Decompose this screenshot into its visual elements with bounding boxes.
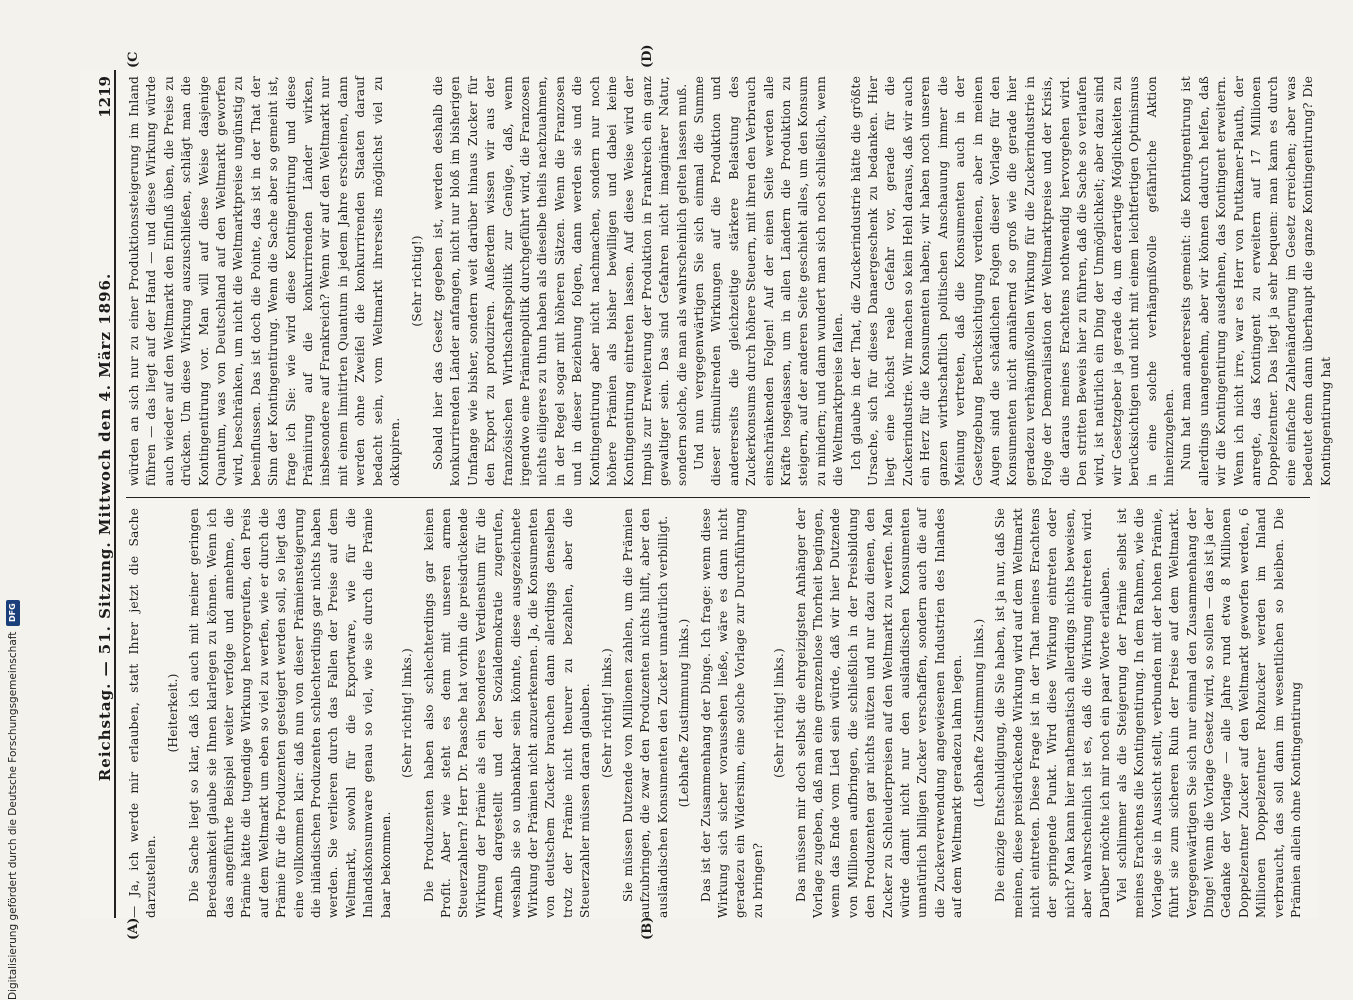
paragraph-text: Sie müssen Dutzende von Millionen zahlen, um die Prämien aufzubringen, die zwar den Produzenten nichts hilft, aber den ausländischen Konsumenten den Zucker unnatürlich verbilligt. bbox=[620, 508, 670, 918]
margin-marker-c: (C bbox=[126, 51, 141, 68]
page-title: Reichstag. — 51. Sitzung. Mittwoch den 4. März 1896. bbox=[96, 272, 114, 782]
margin-marker-b: (B) bbox=[640, 916, 655, 940]
dfg-logo: DFG bbox=[6, 600, 20, 626]
interjection-text: (Sehr richtig! links.) bbox=[772, 648, 787, 778]
paragraph-text: Und nun vergegenwärtigen Sie sich einmal die Summe dieser stimulirenden Wirkungen auf die Produktion und andererseits die gleichzeitige stärkere Belastung des Zuckerkonsums durch höhere Steuern, mit ihren den Verbrauch einschränkenden Folgen! Auf der einen Seite werden alle Kräfte losgelassen, um in allen Ländern die Produktion zu steigern, auf der anderen Seite geschieht alles, um den Konsum zu mindern; und dann wundert man sich noch schließlich, wenn die Weltmarktpreise fallen. bbox=[692, 76, 846, 486]
page-number: 1219 bbox=[96, 76, 114, 118]
margin-marker-a: (A) bbox=[126, 917, 141, 940]
interjection-text: (Sehr richtig!) bbox=[409, 235, 424, 327]
paragraph-text: Ich glaube in der That, die Zuckerindustrie hätte die größte Ursache, sich für dieses Danaergeschenk zu bedanken. Hier liegt eine höchst reale Gefahr vor, gerade für die Zuckerindustrie. Wir machen so kein Hehl daraus, daß wir auch ein Herz für die Konsumenten haben; wir haben noch unseren ganzen wirthschaftlich politischen Anschauung immer die Meinung vertreten, daß die Konsumenten auch in der Gesetzgebung Berücksichtigung verdienen, aber in meinen Augen sind die schädlichen Folgen dieser Vorlage für den Konsumenten nicht annähernd so groß wie die gerade hier geradezu verhängnißvollen Wirkung für die Zuckerindustrie in Folge der Demoralisation der Weltmarktpreise und der Krisis, die daraus meines Erachtens nothwendig hervorgehen wird. Den stritten Beweis hier zu führen, daß die Sache so verlaufen wird, ist natürlich ein Ding der Unmöglichkeit; aber dazu sind wir Gesetzgeber ja gerade da, um derartige Möglichkeiten zu berücksichtigen und nicht mit einem leichtfertigen Optimismus in eine solche verhängnißvolle gefährliche Aktion hineinzugehen. bbox=[848, 76, 1176, 486]
paragraph-text: Die Produzenten haben also schlechterdings gar keinen Profit. Aber wie steht es denn mit unseren armen Steuerzahlern? Herr Dr. Paasche hat vorhin die preisdrückende Wirkung der Prämie als ein besonderes Verdienstum für die Armen dargestellt und der Sozialdemokratie zugerufen, weshalb sie so unbankbar sein könnte, diese ausgezeichnete Wirkung der Prämien nicht anzuerkennen. Ja, die Konsumenten von deutschem Zucker brauchen dann allerdings denselben trotz der Prämie nicht theurer zu bezahlen, aber die Steuerzahler müssen daran glauben. bbox=[421, 508, 593, 918]
paragraph-text: Die einzige Entschuldigung, die Sie haben, ist ja nur, daß Sie meinen, diese preisdrückende Wirkung wird auf dem Weltmarkt nicht eintreten. Diese Frage ist in der That meines Erachtens der springende Punkt. Wird diese Wirkung eintreten oder nicht? Man kann hier mathematisch allerdings nichts beweisen, aber wahrscheinlich ist es, daß die Wirkung eintreten wird. Darüber möchte ich mir noch ein paar Worte erlauben. bbox=[993, 508, 1112, 918]
interjection-text: (Lebhafte Zustimmung links.) bbox=[971, 618, 986, 808]
page-header bbox=[80, 70, 116, 918]
credit-text: Digitalisierung gefördert durch die Deutsche Forschungsgemeinschaft bbox=[7, 631, 19, 1000]
right-text-column bbox=[126, 76, 1333, 486]
left-text-column bbox=[126, 508, 1318, 918]
interjection-text: (Lebhafte Zustimmung links.) bbox=[677, 618, 692, 808]
paragraph-text: Das ist der Zusammenhang der Dinge. Ich frage: wenn diese Wirkung sich sicher voraussehen ließe, wäre es dann nicht geradezu ein Widersinn, eine solche Vorlage zur Durchführung zu bringen? bbox=[698, 508, 765, 918]
interjection-text: (Sehr richtig! links.) bbox=[599, 648, 614, 778]
margin-marker-d: (D) bbox=[640, 44, 655, 68]
paragraph-text: Nun hat man andererseits gemeint: die Kontingentirung ist allerdings unangenehm, aber wir können dadurch helfen, daß wir die Kontingentirung ausdehnen, das Kontingent erweitern. Wenn ich nicht irre, war es Herr von Puttkamer-Plauth, der anregte, das Kontingent zu erweitern auf 17 Millionen Doppelzentner. Das liegt ja sehr bequem: man kann es durch eine einfache Zahlenänderung im Gesetz erreichen; aber was bedeutet denn dann überhaupt die ganze Kontingentirung? Die Kontingentirung hat bbox=[1179, 76, 1333, 486]
paragraph-text: Sobald hier das Gesetz gegeben ist, werden deshalb die konkurrirenden Länder anfangen, nicht nur bloß im bisherigen Umfange wie bisher, sondern weit darüber hinaus Zucker für den Export zu produziren. Außerdem wissen wir aus der französischen Wirthschaftspolitik zur Genüge, daß, wenn irgendwo eine Prämienpolitik durchgeführt wird, die Franzosen nichts eiligeres zu thun haben als dieselbe theils nachzuahmen, in der Regel sogar mit höheren Sätzen. Wenn die Franzosen und in dieser Beziehung folgen, dann werden sie und die Kontingentirung aber nicht nachmachen, sondern nur noch höhere Prämien als bisher bewilligen und dabei keine Kontingentirung eintreten lassen. Auf diese Weise wird der Impuls zur Erweiterung der Produktion in Frankreich ein ganz gewaltiger sein. Das sind Gefahren nicht imaginärer Natur, sondern solche, die man als wahrscheinlich gelten lassen muß. bbox=[430, 76, 689, 486]
paragraph-text: Das müssen mir doch selbst die ehrgeizigsten Anhänger der Vorlage zugeben, daß man eine grenzenlose Thorheit begingen, wenn das Ende vom Lied sein würde, daß wir hier Dutzende von Millionen aufbringen, die schließlich in der Preisbildung den Produzenten gar nichts nützen und nur dazu dienen, den Zucker zu Schleuderpreisen auf den Weltmarkt zu werfen. Man würde damit nicht nur den ausländischen Konsumenten unnatürlich billigen Zucker verschaffen, sondern auch die auf die Zuckerverwendung angewiesenen Industrien des Inlandes auf dem Weltmarkt geradezu lahm legen. bbox=[793, 508, 965, 918]
digitization-credit bbox=[2, 0, 24, 1000]
newspaper-page bbox=[80, 44, 1333, 940]
interjection-text: (Heiterkeit.) bbox=[165, 673, 180, 753]
paragraph-text: — Ja, ich werde mir erlauben, statt Ihrer jetzt die Sache darzustellen. bbox=[127, 508, 159, 918]
paragraph-text: Viel schlimmer als die Steigerung der Prämie selbst ist meines Erachtens die Kontingentirung. In dem Rahmen, wie die Vorlage sie in Aussicht stellt, verbunden mit der hohen Prämie, führt sie zum sicheren Ruin der Preise auf dem Weltmarkt. Vergegenwärtigen Sie sich nur einmal den Zusammenhang der Dinge! Wenn die Vorlage Gesetz wird, so sollen — das ist ja der Gedanke der Vorlage — alle Jahre rund etwa 8 Millionen Doppelzentner Zucker auf den Weltmarkt geworfen werden, 6 Millionen Doppelzentner Rohzucker werden im Inland verbraucht, das soll dann im wesentlichen so bleiben. Die Prämien allein ohne Kontingentirung bbox=[1114, 508, 1303, 918]
column-divider bbox=[126, 497, 1310, 498]
paragraph-text: würden an sich nur zu einer Produktionssteigerung im Inland führen — das liegt auf der Hand — und diese Wirkung würde auch wieder auf den Weltmarkt den Einfluß üben, die Preise zu drücken. Um diese Wirkung auszuschließen, schlägt man die Kontingentirung vor. Man will auf diese Weise dasjenige Quantum, was von Deutschland auf den Weltmarkt geworfen wird, beschränken, um nicht die Weltmarktpreise ungünstig zu beeinflussen. Das ist doch die Pointe, das ist in der That der Sinn der Kontingentirung. Wenn die Sache aber so gemeint ist, frage ich Sie: wie wird diese Kontingentirung und diese Prämiirung auf die konkurrirenden Länder wirken, insbesondere auf Frankreich? Wenn wir auf den Weltmarkt nur mit einem limitirten Quantum in jedem Jahre erscheinen, dann werden ohne Zweifel die konkurrirenden Staaten darauf bedacht sein, vom Weltmarkt ihrerseits möglichst viel zu okkupiren. bbox=[127, 76, 403, 486]
paragraph-text: Die Sache liegt so klar, daß ich auch mit meiner geringen Beredsamkeit glaube sie Ihnen klarlegen zu können. Wenn ich das angeführte Beispiel weiter verfolge und annehme, die Prämie hätte die tugendige Wirkung hervorgerufen, den Preis auf dem Weltmarkt um eben so viel zu werfen, wie er durch die Prämie für die Produzenten gesteigert werden soll, so liegt das eine vollkommen klar: daß nun von dieser Prämiensteigerung die inländischen Produzenten schlechterdings gar nichts haben werden. Sie verlieren durch das Fallen der Preise auf dem Weltmarkt, sowohl für die Exportware, wie für die Inlandskonsumware genau so viel, wie sie durch die Prämie baar bekommen. bbox=[187, 508, 393, 918]
interjection-text: (Sehr richtig! links.) bbox=[400, 648, 415, 778]
